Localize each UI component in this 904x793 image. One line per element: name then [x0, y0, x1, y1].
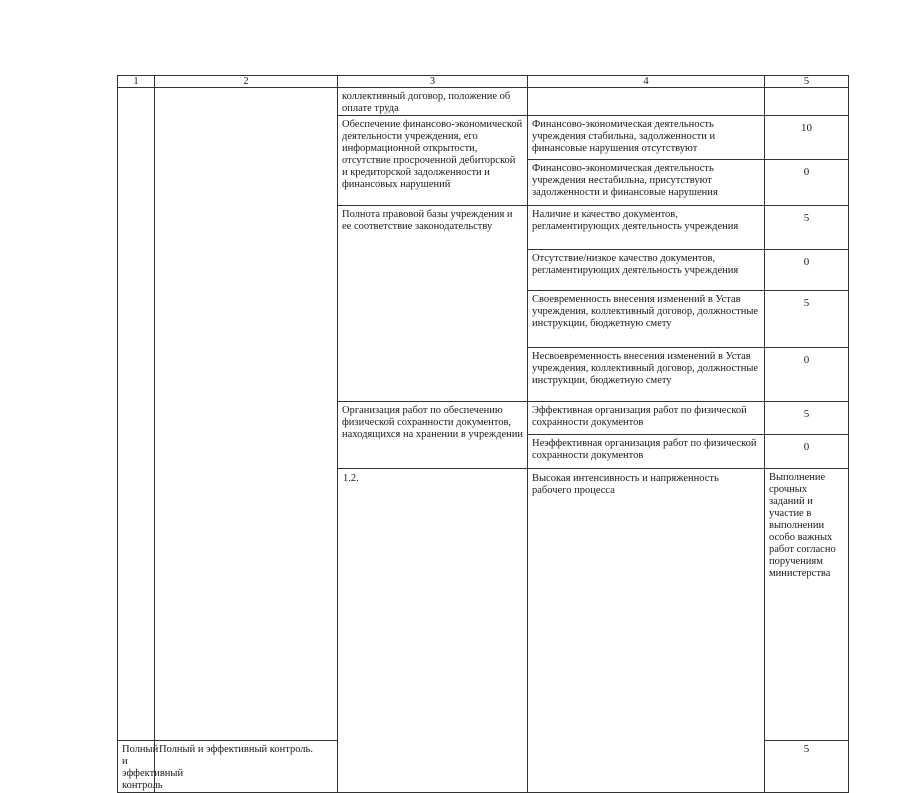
score-cell	[765, 88, 849, 116]
criterion-cell: Организация работ по обеспечению физической сохранности документов, находящихся на хранении в учреждении	[338, 402, 528, 469]
score-cell: 5	[765, 206, 849, 250]
criterion-cell: Обеспечение финансово-экономической деятельности учреждения, его информационной открытости, отсутствие просроченной дебиторской и кредиторской задолженности и финансовых нарушений	[338, 116, 528, 206]
header-col-2: 2	[155, 76, 338, 88]
condition-cell: Полный и эффективный контроль.	[155, 741, 338, 793]
condition-cell: Несвоевременность внесения изменений в Устав учреждения, коллективный договор, должностные инструкции, бюджетную смету	[528, 348, 765, 402]
condition-cell: Финансово-экономическая деятельность учреждения стабильна, задолженности и финансовые нарушения отсутствуют	[528, 116, 765, 160]
criterion-cell: коллективный договор, положение об оплате труда	[338, 88, 528, 116]
condition-cell: Неэффективная организация работ по физической сохранности документов	[528, 435, 765, 469]
criterion-cell: Выполнение срочных заданий и участие в выполнении особо важных работ согласно поручениям министерства	[765, 469, 849, 741]
criterion-cell: Полнота правовой базы учреждения и ее соответствие законодательству	[338, 206, 528, 402]
indicator-cell	[155, 88, 338, 741]
section-number-cell: 1.2.	[338, 469, 528, 793]
indicator-cell: Высокая интенсивность и напряженность рабочего процесса	[528, 469, 765, 793]
criterion-cell: Полный и эффективный контроль	[118, 741, 155, 793]
header-col-4: 4	[528, 76, 765, 88]
header-col-3: 3	[338, 76, 528, 88]
score-cell: 5	[765, 291, 849, 348]
score-cell: 0	[765, 250, 849, 291]
condition-cell: Отсутствие/низкое качество документов, регламентирующих деятельность учреждения	[528, 250, 765, 291]
header-row	[118, 76, 849, 88]
condition-cell: Своевременность внесения изменений в Устав учреждения, коллективный договор, должностные инструкции, бюджетную смету	[528, 291, 765, 348]
condition-cell	[528, 88, 765, 116]
header-col-1: 1	[118, 76, 155, 88]
header-col-5: 5	[765, 76, 849, 88]
score-cell: 5	[765, 741, 849, 793]
score-cell: 10	[765, 116, 849, 160]
section-number-cell	[118, 88, 155, 741]
table-row	[118, 88, 849, 116]
condition-cell: Финансово-экономическая деятельность учреждения нестабильна, присутствуют задолженности и финансовые нарушения	[528, 160, 765, 206]
evaluation-criteria-table	[117, 75, 849, 793]
score-cell: 0	[765, 435, 849, 469]
score-cell: 0	[765, 348, 849, 402]
score-cell: 0	[765, 160, 849, 206]
condition-cell: Эффективная организация работ по физической сохранности документов	[528, 402, 765, 435]
score-cell: 5	[765, 402, 849, 435]
condition-cell: Наличие и качество документов, регламентирующих деятельность учреждения	[528, 206, 765, 250]
